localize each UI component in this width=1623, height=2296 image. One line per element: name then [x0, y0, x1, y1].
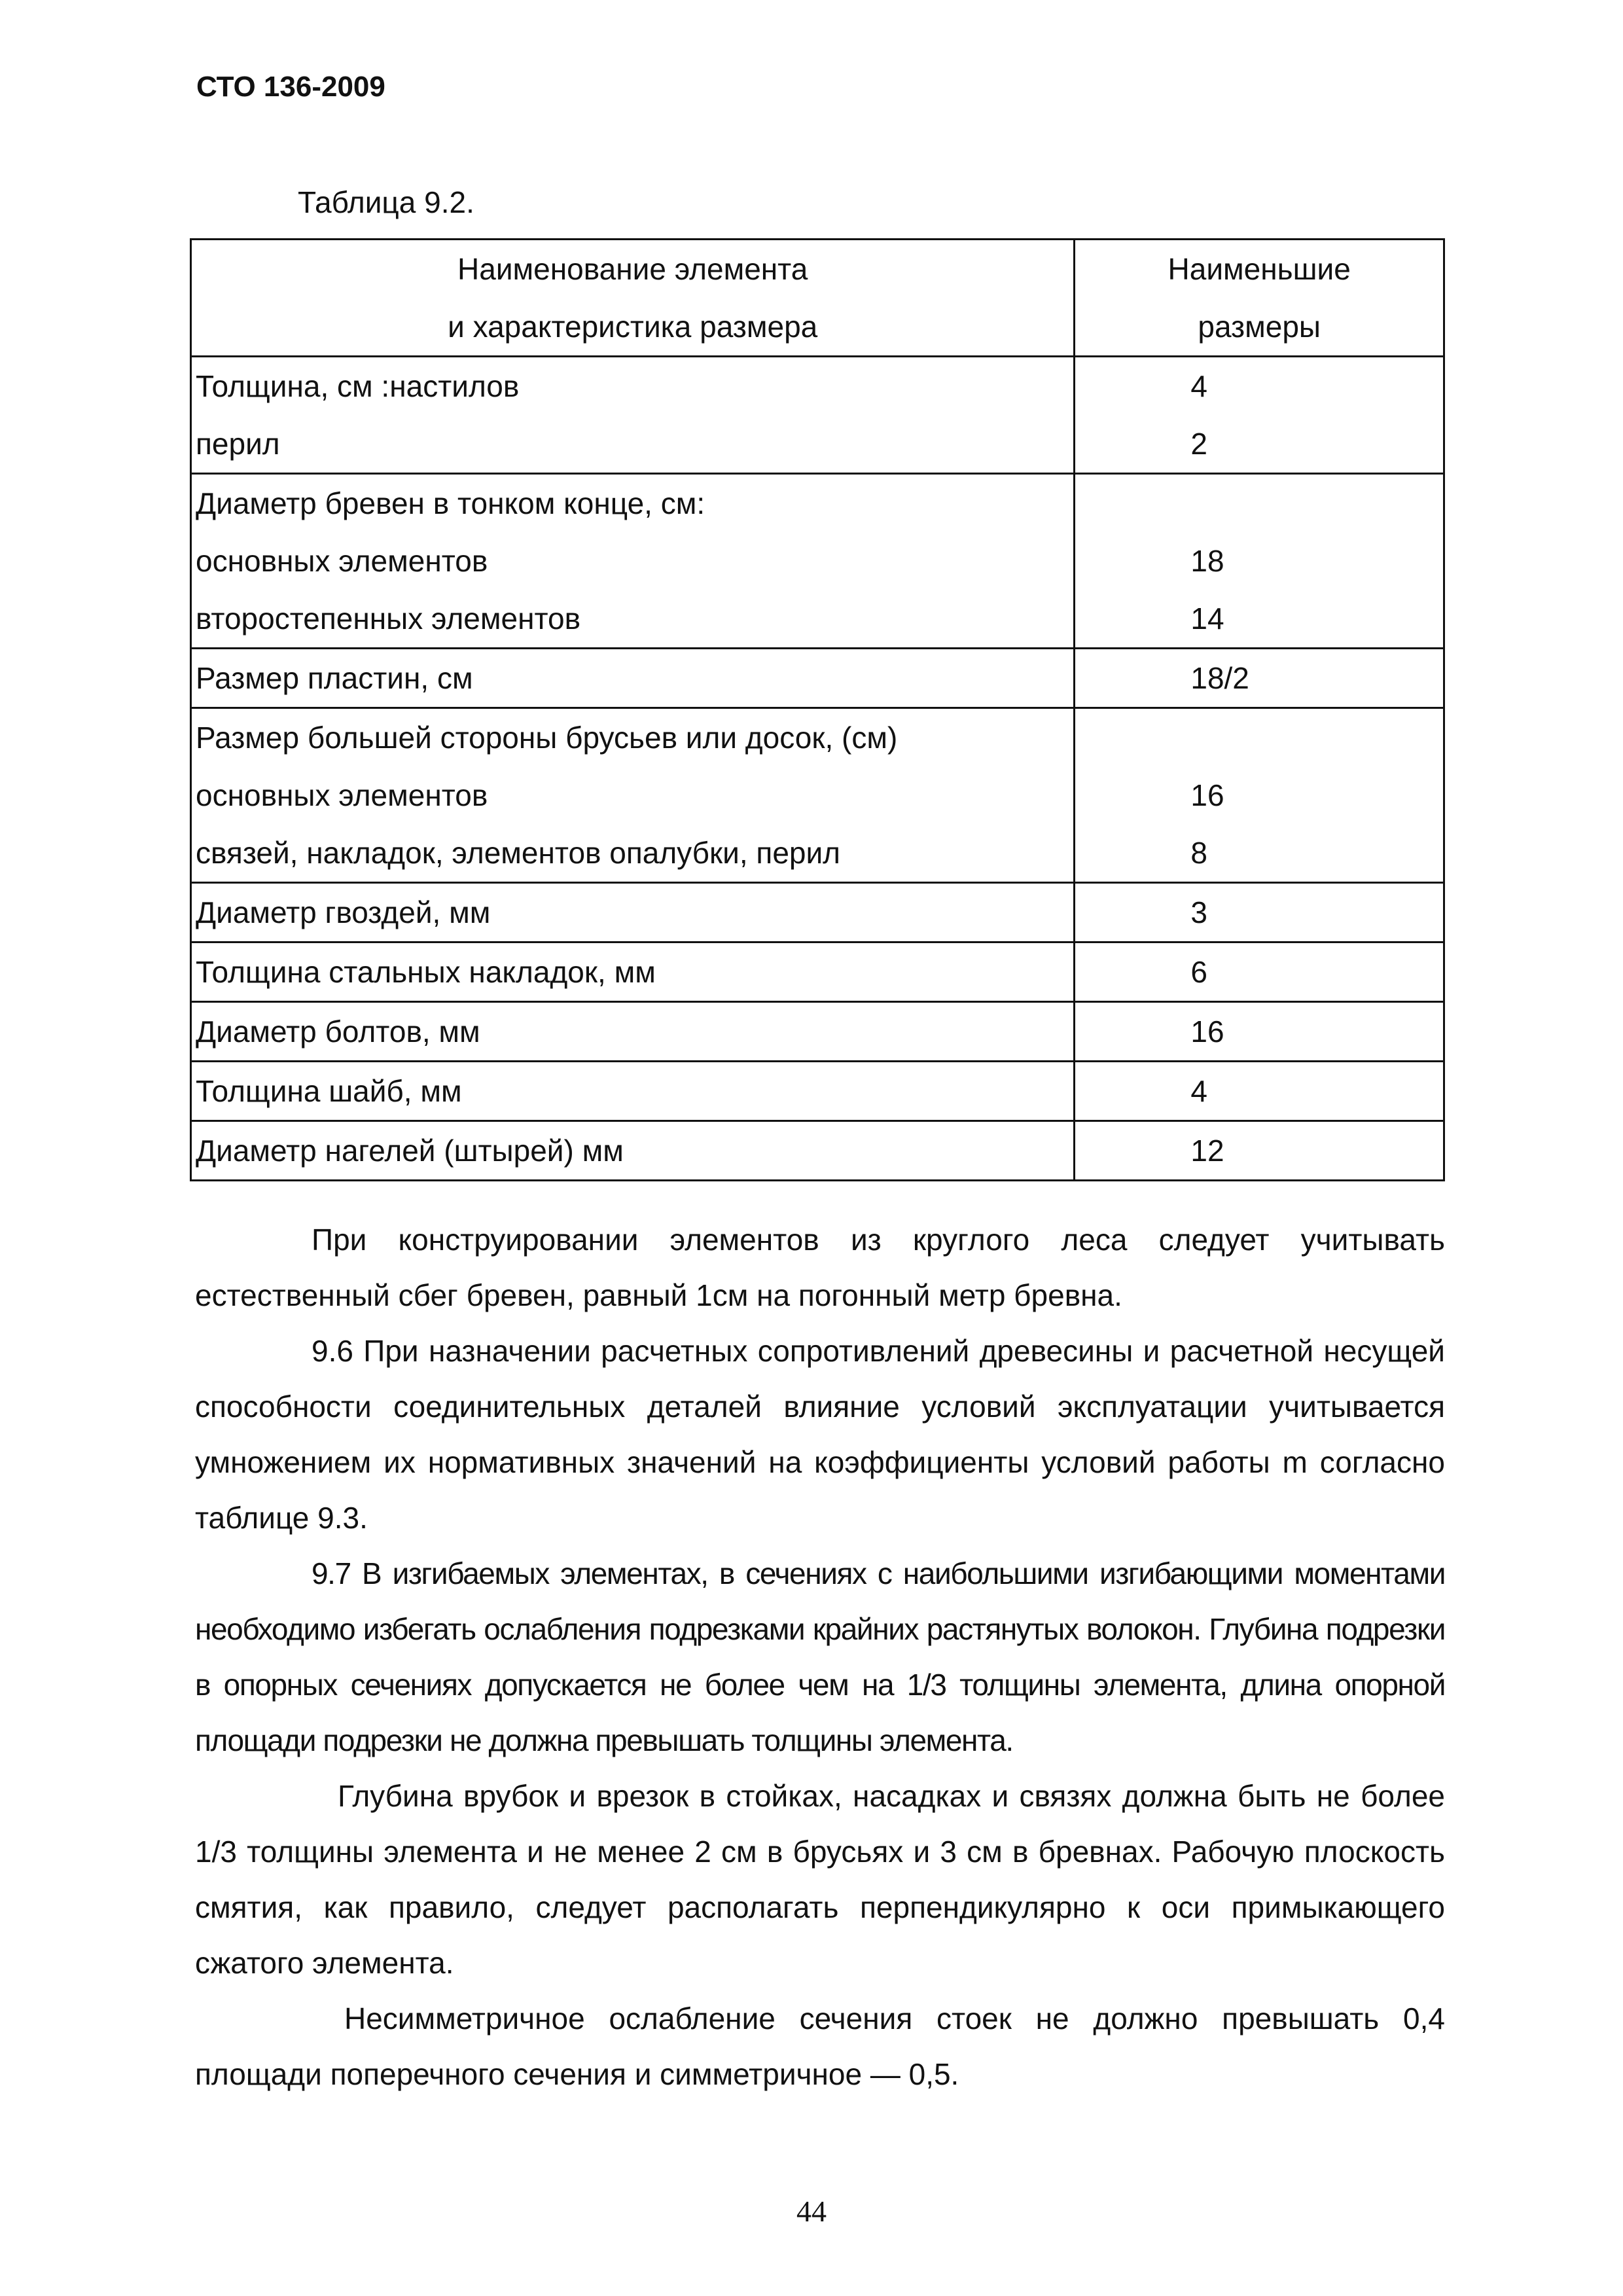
row-name-cell [191, 357, 1075, 474]
row-value-cell [1075, 708, 1444, 883]
table-row [191, 1121, 1444, 1181]
row-value-cell: 18/2 [1075, 649, 1444, 708]
paragraph-text: При конструировании элементов из круглого леса следует учитывать естественный сбег бревен, равный 1см на погонный метр бревна. [195, 1223, 1445, 1312]
row-value: 2 [1190, 427, 1207, 461]
row-name-cell [191, 474, 1075, 649]
table-row [191, 474, 1444, 649]
paragraph-text: 9.7 В изгибаемых элементах, в сечениях с наибольшими изгибающими моментами необходимо избегать ослабления подрезками крайних растянутых волокон. Глубина подрезки в опорных сечениях допускается не более чем на 1/3 толщины элемента, длина опорной площади подрезки не должна превышать толщины элемента. [195, 1556, 1445, 1757]
row-value-cell: 4 [1075, 1062, 1444, 1121]
paragraph-text: 9.6 При назначении расчетных сопротивлений древесины и расчетной несущей способности соединительных деталей влияние условий эксплуатации учитывается умножением их нормативных значений на коэффициенты условий работы m согласно таблице 9.3. [195, 1334, 1445, 1535]
row-value [1190, 475, 1439, 532]
header-name-cell [191, 240, 1075, 357]
row-value-cell: 6 [1075, 942, 1444, 1002]
row-value-cell: 3 [1075, 883, 1444, 942]
row-value: 16 [1190, 778, 1224, 812]
row-value: 8 [1190, 836, 1207, 870]
row-name-cell [191, 708, 1075, 883]
page-number: 44 [796, 2195, 827, 2228]
row-value-cell: 12 [1075, 1121, 1444, 1181]
row-label: основных элементов [196, 778, 488, 812]
header-name-line1: Наименование элемента [457, 252, 808, 286]
row-label: Размер большей стороны брусьев или досок, (см) [196, 721, 898, 755]
row-name-cell: Толщина стальных накладок, мм [191, 942, 1075, 1002]
table-row [191, 942, 1444, 1002]
row-value-cell [1075, 357, 1444, 474]
table-row [191, 1002, 1444, 1062]
row-label: Диаметр бревен в тонком конце, см: [196, 486, 705, 520]
dimensions-table [190, 238, 1445, 1181]
paragraph-text: Глубина врубок и врезок в стойках, насадках и связях должна быть не более 1/3 толщины элемента и не менее 2 см в брусьях и 3 см в бревнах. Рабочую плоскость смятия, как правило, следует располагать перпендикулярно к оси примыкающего сжатого элемента. [195, 1779, 1445, 1980]
row-label: связей, накладок, элементов опалубки, перил [196, 836, 841, 870]
header-name-line2: и характеристика размера [448, 310, 818, 344]
row-value: 18 [1190, 544, 1224, 578]
header-value-line1: Наименьшие [1168, 252, 1351, 286]
document-code: СТО 136-2009 [196, 71, 385, 103]
row-value-cell: 16 [1075, 1002, 1444, 1062]
table-row [191, 357, 1444, 474]
table-row [191, 708, 1444, 883]
row-value: 14 [1190, 601, 1224, 636]
row-label: Толщина, см : [196, 369, 390, 403]
row-name-cell: Диаметр болтов, мм [191, 1002, 1075, 1062]
row-label: основных элементов [196, 544, 488, 578]
row-name-cell: Толщина шайб, мм [191, 1062, 1075, 1121]
row-value [1190, 709, 1439, 766]
table-row [191, 1062, 1444, 1121]
row-name-cell: Диаметр гвоздей, мм [191, 883, 1075, 942]
row-name-cell: Размер пластин, см [191, 649, 1075, 708]
paragraph-text: Несимметричное ослабление сечения стоек не должно превышать 0,4 площади поперечного сечения и симметричное — 0,5. [195, 2001, 1445, 2091]
header-value-line2: размеры [1198, 310, 1321, 344]
row-sublabel: настилов [389, 369, 520, 403]
table-row [191, 883, 1444, 942]
row-value: 4 [1190, 369, 1207, 403]
row-sublabel: перил [196, 427, 280, 461]
row-label: второстепенных элементов [196, 601, 581, 636]
row-name-cell: Диаметр нагелей (штырей) мм [191, 1121, 1075, 1181]
table-caption: Таблица 9.2. [298, 185, 474, 219]
table-header-row [191, 240, 1444, 357]
table-row [191, 649, 1444, 708]
row-value-cell [1075, 474, 1444, 649]
header-value-cell [1075, 240, 1444, 357]
